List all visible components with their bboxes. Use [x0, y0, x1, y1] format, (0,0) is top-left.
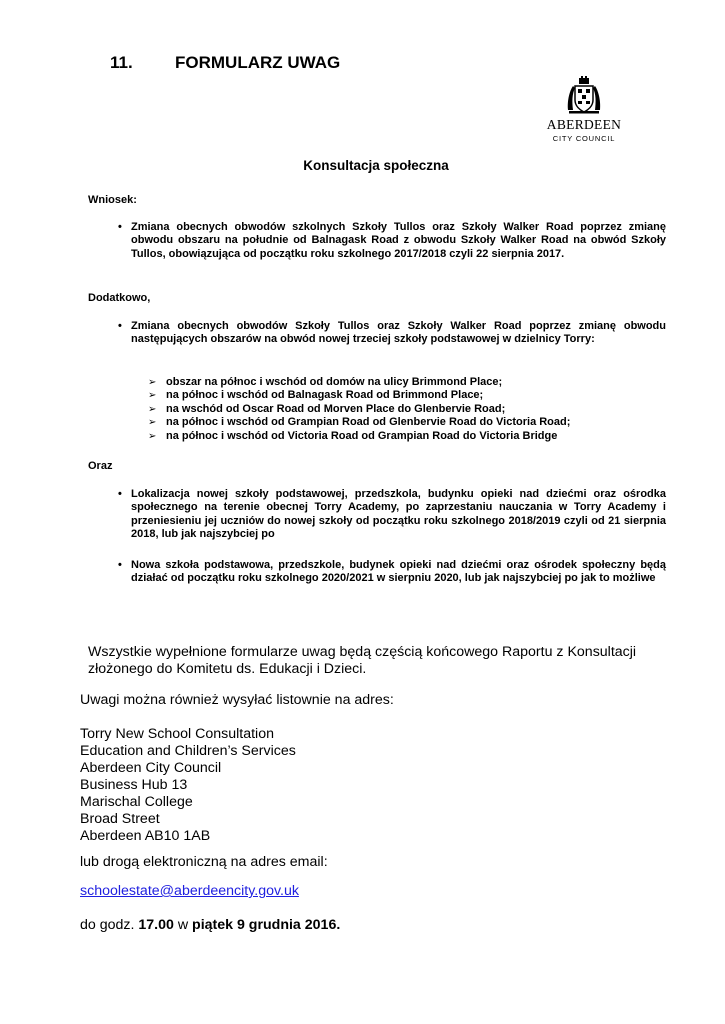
oraz-label: Oraz: [88, 460, 113, 472]
list-item: [118, 320, 666, 347]
arrow-icon: ➢: [148, 390, 157, 402]
dodatkowo-text: Zmiana obecnych obwodów Szkoły Tullos oraz Szkoły Walker Road poprzez zmianę obwodu następujących obszarów na obwód nowej trzeciej szkoły podstawowej w dzielnicy Torry:: [131, 320, 666, 346]
deadline-time: 17.00: [138, 917, 174, 933]
arrow-icon: ➢: [148, 403, 157, 415]
arrow-icon: ➢: [148, 430, 157, 442]
list-item: ➢ na północ i wschód od Grampian Road od Glenbervie Road do Victoria Road;: [148, 416, 571, 429]
email-intro: lub drogą elektroniczną na adres email:: [80, 854, 328, 870]
bullet-icon: •: [118, 559, 122, 571]
list-item: ➢ na północ i wschód od Victoria Road od Grampian Road do Victoria Bridge: [148, 429, 558, 442]
address-line: Business Hub 13: [80, 777, 188, 793]
wniosek-label: Wniosek:: [88, 194, 137, 206]
address-line: Education and Children’s Services: [80, 743, 296, 759]
bullet-icon: •: [118, 320, 122, 332]
logo-subtitle: CITY COUNCIL: [552, 134, 616, 143]
info-line-1: Wszystkie wypełnione formularze uwag będą częścią końcowego Raportu z Konsultacji: [88, 644, 637, 660]
info-line-2: złożonego do Komitetu ds. Edukacji i Dzieci.: [88, 661, 367, 677]
address-line: Aberdeen City Council: [80, 760, 222, 776]
oraz-list: [118, 488, 666, 542]
areas-list: [148, 376, 668, 443]
deadline-mid: w: [173, 917, 193, 933]
dodatkowo-label: Dodatkowo,: [88, 292, 151, 304]
address-line: Marischal College: [80, 794, 193, 810]
list-item: • Nowa szkoła podstawowa, przedszkole, budynek opieki nad dziećmi oraz ośrodek społeczny będą działać od początku roku szkolnego 2020/2021 w sierpniu 2020, lub jak najszybciej po jak to możliwe: [118, 559, 666, 585]
postal-address: [80, 726, 296, 845]
list-item: • Lokalizacja nowej szkoły podstawowej, przedszkola, budynku opieki nad dziećmi oraz ośrodka społecznego na terenie obecnej Torry Academy, po zaprzestaniu nauczania w Torry Academy i przeniesieniu jej uczniów do nowej szkoły od początku roku szkolnego 2018/2019 czyli od 21 sierpnia 2018, lub jak najszybciej po: [118, 488, 666, 541]
coat-of-arms-icon: [564, 76, 604, 116]
bullet-icon: •: [118, 221, 122, 233]
address-line: Torry New School Consultation: [80, 726, 274, 742]
list-item: ➢ obszar na północ i wschód od domów na ulicy Brimmond Place;: [148, 376, 503, 388]
document-subtitle: Konsultacja społeczna: [303, 158, 449, 173]
address-line: Aberdeen AB10 1AB: [80, 828, 211, 844]
deadline-date: piątek 9 grudnia 2016.: [192, 917, 341, 933]
info-paragraph: [88, 644, 688, 678]
wniosek-text: Zmiana obecnych obwodów szkolnych Szkoły Tullos oraz Szkoły Walker Road poprzez zmianę obwodu obszaru na południe od Balnagask Road z obwodu Szkoły Walker Road na obwód Szkoły Tullos, obowiązująca od początku roku szkolnego 2017/2018 czyli 22 sierpnia 2017.: [131, 221, 666, 260]
section-number: 11.: [110, 53, 133, 72]
post-intro: Uwagi można również wysyłać listownie na adres:: [80, 692, 394, 708]
list-item: ➢ na północ i wschód od Balnagask Road od Brimmond Place;: [148, 389, 484, 402]
page-title: FORMULARZ UWAG: [175, 53, 341, 72]
deadline-prefix: do godz.: [80, 917, 139, 933]
dodatkowo-list: [118, 320, 666, 347]
bullet-icon: •: [118, 488, 122, 500]
email-link[interactable]: schoolestate@aberdeencity.gov.uk: [80, 883, 299, 899]
list-item: [118, 221, 666, 261]
arrow-icon: ➢: [148, 417, 157, 429]
wniosek-list: [118, 221, 666, 261]
address-line: Broad Street: [80, 811, 160, 827]
aberdeen-logo: [538, 76, 630, 143]
logo-name: ABERDEEN: [546, 117, 622, 132]
oraz-list-2: [118, 559, 666, 586]
list-item: ➢ na wschód od Oscar Road od Morven Place do Glenbervie Road;: [148, 402, 506, 415]
deadline: [80, 917, 340, 934]
arrow-icon: ➢: [148, 377, 157, 388]
